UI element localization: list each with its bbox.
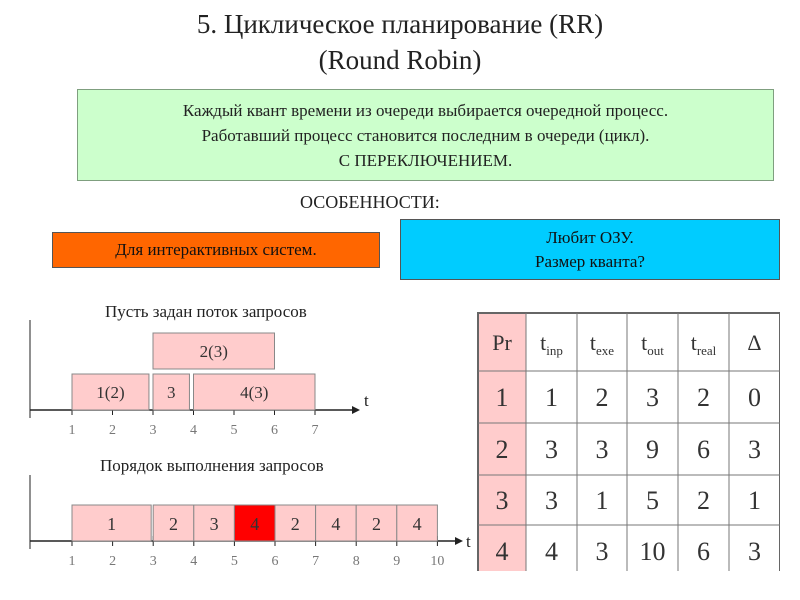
tick-label: 2 [109,554,117,569]
execution-block-label: 4 [250,514,260,534]
tick-label: 7 [311,423,319,438]
execution-block-label: 4 [331,514,341,534]
tick-label: 5 [230,554,238,569]
table-cell: 2 [595,383,609,412]
tick-label: 3 [149,423,157,438]
tick-label: 5 [230,423,238,438]
request-block-label: 3 [166,383,176,402]
table-cell: 3 [495,486,509,515]
table-header-cell: Pr [492,330,512,355]
table-cell: 3 [646,383,659,412]
execution-block-label: 3 [209,514,219,534]
page-subtitle: (Round Robin) [318,45,482,75]
table-cell: 3 [545,435,558,464]
table-header-cell: $t_{inp}$ [540,330,563,358]
request-flow-diagram [0,310,420,440]
execution-block-label: 2 [169,514,178,534]
table-cell: 0 [748,383,761,412]
execution-block-label: 4 [412,514,422,534]
request-block-label: 4(3) [240,383,269,402]
tick-label: 7 [312,554,320,569]
request-block-label: 2(3) [199,342,228,361]
tick-label: 8 [352,554,360,569]
axis-arrow [455,537,463,545]
table-cell: 3 [545,486,558,515]
feature-memory-line-2: Размер кванта? [535,252,645,271]
table-cell: 1 [595,486,609,515]
tick-label: 4 [190,423,197,438]
tick-label: 6 [271,423,278,438]
table-header-cell: $t_{real}$ [690,330,717,358]
tick-label: 1 [68,423,76,438]
tick-label: 9 [393,554,401,569]
process-table [476,311,780,571]
description-line-2: Работавший процесс становится последним в очереди (цикл). [201,126,650,145]
description-line-3: С ПЕРЕКЛЮЧЕНИЕМ. [338,151,513,170]
axis-arrow [352,406,360,414]
table-cell: 5 [646,486,659,515]
table-cell: 1 [495,383,509,412]
description-line-1: Каждый квант времени из очереди выбирается очередной процесс. [182,101,669,120]
execution-order-diagram [0,465,480,575]
tick-label: 10 [430,554,445,569]
features-heading: ОСОБЕННОСТИ: [300,192,440,212]
table-header-cell: $t_{exe}$ [589,330,615,358]
request-block-label: 1(2) [96,383,125,402]
table-cell: 4 [545,537,558,566]
tick-label: 1 [68,554,76,569]
tick-label: 4 [190,554,198,569]
table-cell: 1 [748,486,761,515]
table-header-cell: Δ [747,330,762,355]
execution-block-label: 2 [372,514,381,534]
table-cell: 3 [748,435,761,464]
table-header-cell: $t_{out}$ [641,330,664,358]
table-cell: 6 [697,537,710,566]
feature-interactive-box [52,232,380,268]
table-cell: 10 [639,537,666,566]
tick-label: 6 [271,554,279,569]
table-cell: 6 [697,435,710,464]
tick-label: 2 [109,423,116,438]
table-cell: 4 [495,537,509,566]
table-cell: 2 [697,383,710,412]
feature-memory-line-1: Любит ОЗУ. [546,228,634,247]
table-cell: 9 [646,435,659,464]
table-cell: 2 [697,486,710,515]
table-cell: 3 [748,537,761,566]
diagram2-caption: Порядок выполнения запросов [100,456,324,475]
table-cell: 2 [495,435,509,464]
execution-block-label: 1 [107,514,117,534]
table-cell: 3 [595,435,609,464]
feature-interactive-text: Для интерактивных систем. [115,240,317,259]
tick-label: 3 [149,554,157,569]
table-cell: 1 [545,383,558,412]
table-cell: 3 [595,537,609,566]
description-box [77,89,774,181]
axis-label: t [466,532,471,551]
page-title: 5. Циклическое планирование (RR) [196,9,604,39]
execution-block-label: 2 [290,514,300,534]
axis-label: t [364,391,369,410]
diagram1-caption: Пусть задан поток запросов [105,302,307,321]
feature-memory-box [400,219,780,280]
